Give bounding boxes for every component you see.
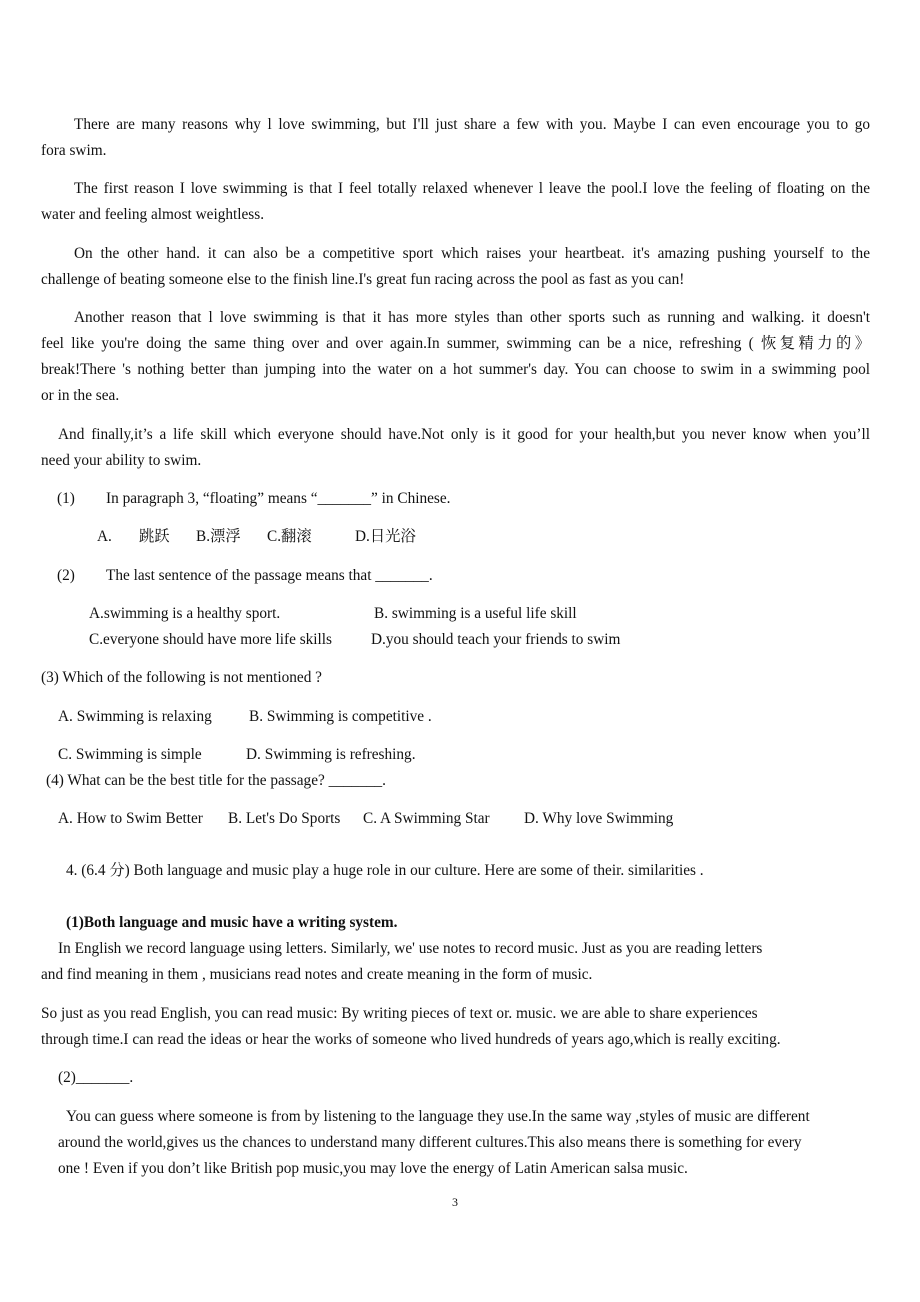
question-3-option-c: C. Swimming is simple	[58, 746, 202, 763]
question-1-text: In paragraph 3, “floating” means “_______” in Chinese.	[106, 490, 451, 507]
question-3-option-d: D. Swimming is refreshing.	[246, 746, 416, 763]
passage-p4-line1: Another reason that l love swimming is that it has more styles than other sports such as running and walking. it doesn't	[74, 309, 870, 326]
passage-p5-line1: And finally,it’s a life skill which everyone should have.Not only is it good for your health,but you never know when you’ll	[58, 426, 870, 443]
passage-p1-line1: There are many reasons why l love swimming, but I'll just share a few with you. Maybe I can even encourage you to go	[74, 116, 870, 133]
section-4-para1-line2: and find meaning in them , musicians read notes and create meaning in the form of music.	[41, 966, 593, 983]
section-4-intro: 4. (6.4 分) Both language and music play a huge role in our culture. Here are some of their. similarities .	[66, 862, 704, 879]
section-4-para3-line3: one ! Even if you don’t like British pop music,you may love the energy of Latin American salsa music.	[58, 1160, 688, 1177]
question-2-option-d: D.you should teach your friends to swim	[371, 631, 621, 648]
question-2-option-a: A.swimming is a healthy sport.	[89, 605, 281, 622]
passage-p3-line1: On the other hand. it can also be a competitive sport which raises your heartbeat. it's amazing pushing yourself to the	[74, 245, 870, 262]
passage-p4-line4: or in the sea.	[41, 387, 120, 404]
question-1-option-b: B.漂浮	[196, 528, 241, 545]
section-4-para2-line2: through time.I can read the ideas or hear the works of someone who lived hundreds of years ago,which is really exciting.	[41, 1031, 781, 1048]
passage-p4-line3: break!There 's nothing better than jumping into the water on a hot summer's day. You can choose to swim in a swimming pool	[41, 361, 870, 378]
section-4-para1-line1: In English we record language using letters. Similarly, we' use notes to record music. Just as you are reading letters	[58, 940, 763, 957]
question-4-text: (4) What can be the best title for the passage? _______.	[46, 772, 386, 789]
question-1-option-c: C.翻滚	[267, 528, 312, 545]
section-4-para3-line2: around the world,gives us the chances to understand many different cultures.This also means there is something for every	[58, 1134, 802, 1151]
question-4-option-c: C. A Swimming Star	[363, 810, 490, 827]
question-1-option-a-text: 跳跃	[139, 528, 170, 545]
question-1-option-d: D.日光浴	[355, 528, 416, 545]
question-2-option-c: C.everyone should have more life skills	[89, 631, 332, 648]
question-4-option-b: B. Let's Do Sports	[228, 810, 341, 827]
section-4-para2-line1: So just as you read English, you can read music: By writing pieces of text or. music. we are able to share experiences	[41, 1005, 758, 1022]
passage-p2-line1: The first reason I love swimming is that I feel totally relaxed whenever l leave the pool.I love the feeling of floating on the	[74, 180, 870, 197]
question-2-number: (2)	[57, 567, 75, 584]
passage-p4-line2: feel like you're doing the same thing over and over again.In summer, swimming can be a nice, refreshing ( 恢复精力的》	[41, 335, 870, 352]
question-3-option-a: A. Swimming is relaxing	[58, 708, 212, 725]
question-1-option-a-label: A.	[97, 528, 112, 545]
page-number: 3	[452, 1195, 458, 1209]
section-4-heading-1: (1)Both language and music have a writing system.	[66, 914, 398, 931]
question-3-text: (3) Which of the following is not mentioned ?	[41, 669, 322, 686]
question-2-text: The last sentence of the passage means that _______.	[106, 567, 433, 584]
passage-p3-line2: challenge of beating someone else to the finish line.I's great fun racing across the pool as fast as you can!	[41, 271, 685, 288]
question-4-option-d: D. Why love Swimming	[524, 810, 674, 827]
section-4-heading-2: (2)_______.	[58, 1069, 134, 1086]
question-4-option-a: A. How to Swim Better	[58, 810, 203, 827]
passage-p5-line2: need your ability to swim.	[41, 452, 202, 469]
question-2-option-b: B. swimming is a useful life skill	[374, 605, 577, 622]
question-1-number: (1)	[57, 490, 75, 507]
question-3-option-b: B. Swimming is competitive .	[249, 708, 432, 725]
passage-p2-line2: water and feeling almost weightless.	[41, 206, 265, 223]
passage-p1-line2: fora swim.	[41, 142, 107, 159]
section-4-para3-line1: You can guess where someone is from by listening to the language they use.In the same way ,styles of music are different	[66, 1108, 810, 1125]
